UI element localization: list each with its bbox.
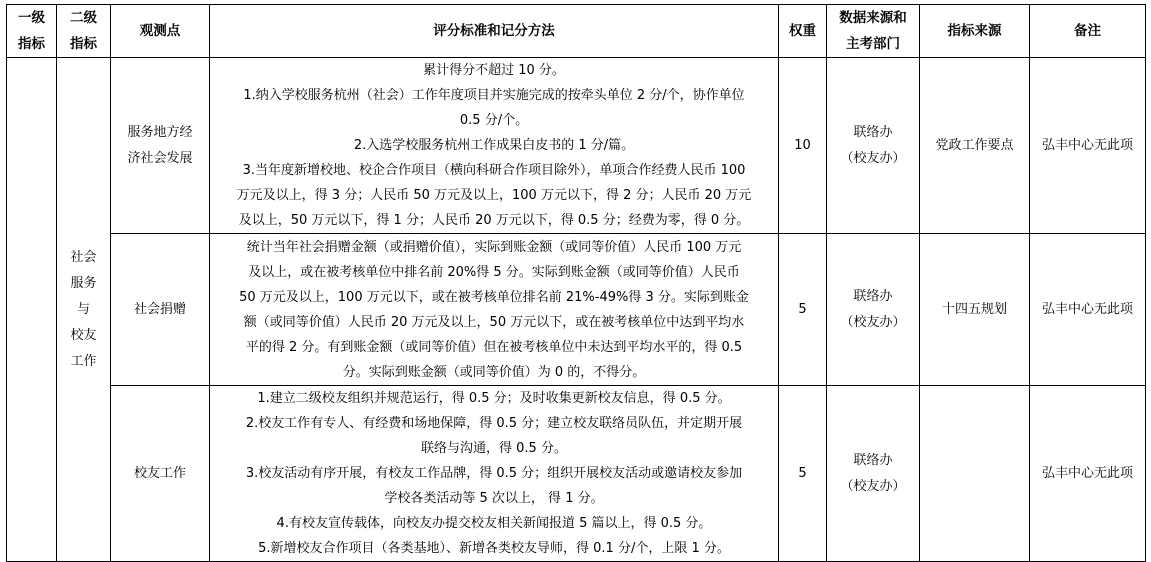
remark-cell: 弘丰中心无此项: [1030, 234, 1146, 386]
header-level1: 一级 指标: [7, 5, 57, 58]
header-source-dept: 数据来源和 主考部门: [827, 5, 920, 58]
observation-cell: 社会捐赠: [111, 234, 210, 386]
weight-cell: 5: [779, 386, 827, 562]
indicator-source-cell: [920, 386, 1030, 562]
header-weight: 权重: [779, 5, 827, 58]
remark-cell: 弘丰中心无此项: [1030, 58, 1146, 234]
table-row: [7, 234, 1146, 386]
remark-cell: 弘丰中心无此项: [1030, 386, 1146, 562]
table-row: [7, 58, 1146, 234]
method-cell: 统计当年社会捐赠金额（或捐赠价值），实际到账金额（或同等价值）人民币 100 万元 及以上，或在被考核单位中排名前 20%得 5 分。实际到账金额（或同等价值）人民币 50 万元及以上，100 万元以下，或在被考核单位排名前 21%-49%得 3 分。实际到账金 额（或同等价值）人民币 20 万元及以上，50 万元以下，或在被考核单位中达到平均水 平的得 2 分。有到账金额（或同等价值）但在被考核单位中未达到平均水平的，得 0.5 分。实际到账金额（或同等价值）为 0 的，不得分。: [210, 234, 779, 386]
level2-cell: 社会 服务 与 校友 工作: [57, 58, 111, 562]
observation-cell: 服务地方经 济社会发展: [111, 58, 210, 234]
evaluation-table: [6, 4, 1146, 562]
method-cell: 1.建立二级校友组织并规范运行，得 0.5 分；及时收集更新校友信息，得 0.5 分。 2.校友工作有专人、有经费和场地保障，得 0.5 分；建立校友联络员队伍，并定期开展 联络与沟通，得 0.5 分。 3.校友活动有序开展，有校友工作品牌，得 0.5 分；组织开展校友活动或邀请校友参加 学校各类活动等 5 次以上， 得 1 分。 4.有校友宣传载体，向校友办提交校友相关新闻报道 5 篇以上，得 0.5 分。 5.新增校友合作项目（各类基地）、新增各类校友导师，得 0.1 分/个，上限 1 分。: [210, 386, 779, 562]
level1-cell: [7, 58, 57, 562]
header-row: [7, 5, 1146, 58]
header-remark: 备注: [1030, 5, 1146, 58]
observation-cell: 校友工作: [111, 386, 210, 562]
dept-cell: 联络办 （校友办）: [827, 386, 920, 562]
indicator-source-cell: 十四五规划: [920, 234, 1030, 386]
method-cell: 累计得分不超过 10 分。 1.纳入学校服务杭州（社会）工作年度项目并实施完成的按牵头单位 2 分/个，协作单位 0.5 分/个。 2.入选学校服务杭州工作成果白皮书的 1 分/篇。 3.当年度新增校地、校企合作项目（横向科研合作项目除外），单项合作经费人民币 100 万元及以上，得 3 分；人民币 50 万元及以上，100 万元以下，得 2 分；人民币 20 万元 及以上，50 万元以下，得 1 分；人民币 20 万元以下，得 0.5 分；经费为零，得 0 分。: [210, 58, 779, 234]
header-level2: 二级 指标: [57, 5, 111, 58]
weight-cell: 10: [779, 58, 827, 234]
dept-cell: 联络办 （校友办）: [827, 58, 920, 234]
header-observation: 观测点: [111, 5, 210, 58]
table-row: [7, 386, 1146, 562]
header-method: 评分标准和记分方法: [210, 5, 779, 58]
indicator-source-cell: 党政工作要点: [920, 58, 1030, 234]
header-indicator-source: 指标来源: [920, 5, 1030, 58]
weight-cell: 5: [779, 234, 827, 386]
dept-cell: 联络办 （校友办）: [827, 234, 920, 386]
